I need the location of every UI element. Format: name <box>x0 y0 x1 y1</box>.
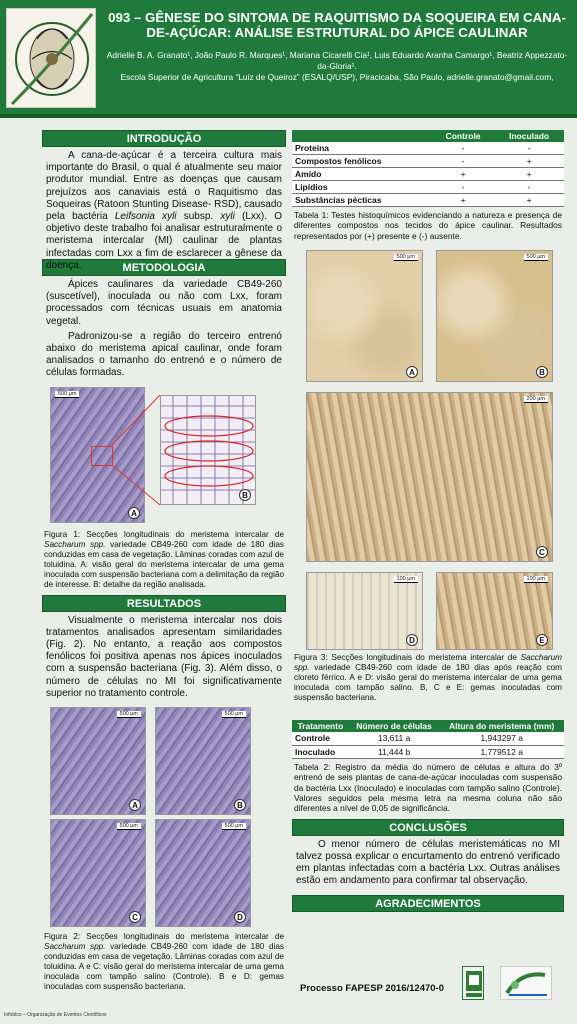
panel-label: D <box>234 911 246 923</box>
table-cell: 13,611 a <box>349 732 440 745</box>
left-column <box>42 130 286 995</box>
table-2 <box>292 720 564 759</box>
scale-bar: 500 µm <box>117 823 141 830</box>
panel-label: A <box>129 799 141 811</box>
figure-2 <box>42 707 286 929</box>
caption-part: Figura 1: Secções longitudinais do meristema intercalar de <box>44 529 284 539</box>
table-row <box>292 168 564 181</box>
scale-bar: 100 µm <box>524 576 548 583</box>
panel-label: E <box>536 634 548 646</box>
figure-2-caption <box>42 929 286 995</box>
table-header-row <box>292 130 564 142</box>
scale-bar: 500 µm <box>55 391 79 398</box>
poster-header <box>0 0 577 118</box>
figure-3-caption <box>292 650 564 706</box>
sponsor-logo <box>500 966 552 1000</box>
table-cell: Compostos fenólicos <box>292 155 432 168</box>
species-name: Saccharum spp. <box>294 653 562 673</box>
table-cell: Substâncias pécticas <box>292 194 432 207</box>
table-2-caption: Tabela 2: Registro da média do número de células e altura do 3º entrenó de seis plantas de cana-de-açúcar inoculadas com suspensão da bactéria Lxx (Inoculado) e inoculadas com tampão salino (Controle). Valores seguidos pela mesma letra na mesma coluna não são diferentes a nível de 0,05 de significância. <box>294 761 562 814</box>
panel-label: C <box>536 546 548 558</box>
table-cell: - <box>432 155 494 168</box>
section-title-resultados: RESULTADOS <box>42 595 286 612</box>
authors-block <box>104 50 570 83</box>
panel-label: A <box>406 366 418 378</box>
table-1-caption: Tabela 1: Testes histoquímicos evidenciando a natureza e presença de diferentes compostos nos tecidos do ápice caulinar. Resultados representados por (+) presente e (-) ausente. <box>294 210 562 241</box>
table-row <box>292 181 564 194</box>
table-cell: Lipídios <box>292 181 432 194</box>
funding-process: Processo FAPESP 2016/12470-0 <box>300 983 445 994</box>
table-header-cell: Tratamento <box>292 720 349 732</box>
section-title-introducao: INTRODUÇÃO <box>42 130 286 147</box>
table-cell: + <box>494 194 564 207</box>
figure-3-panel-a <box>306 250 423 382</box>
table-cell: 11,444 b <box>349 745 440 758</box>
results-text: Visualmente o meristema intercalar nos dois tratamentos analisados apresentam similaridades (Fig. 2). No entanto, a reação aos compostos fenólicos foi positiva apenas nos ápices inoculados com a suspensão bacteriana (Fig. 3). Além disso, o número de células no MI foi significativamente superior no tratamento controle. <box>46 614 282 699</box>
table-header-row <box>292 720 564 732</box>
figure-3-panel-d <box>306 572 423 650</box>
panel-label: B <box>536 366 548 378</box>
table-header-cell: Número de células <box>349 720 440 732</box>
figure-2-panel-d <box>155 819 251 927</box>
table-1 <box>292 130 564 207</box>
scale-bar: 500 µm <box>222 711 246 718</box>
section-title-metodologia: METODOLOGIA <box>42 259 286 276</box>
intro-text-part: (Lxx). O objetivo deste trabalho foi analisar estruturalmente o meristema intercalar (MI) caulinar de plantas infectadas com Lxx a fim de esclarecer a gênese da doença. <box>46 211 282 271</box>
panel-label: B <box>234 799 246 811</box>
table-header-cell <box>292 130 432 142</box>
species-name: Saccharum spp. <box>44 539 106 549</box>
panel-label: C <box>129 911 141 923</box>
scale-bar: 500 µm <box>524 254 548 261</box>
table-cell: - <box>432 142 494 155</box>
table-row <box>292 732 564 745</box>
table-cell: + <box>494 168 564 181</box>
table-row <box>292 142 564 155</box>
institution-logo <box>6 8 96 108</box>
figure-3 <box>292 250 564 650</box>
table-row <box>292 155 564 168</box>
table-cell: - <box>432 181 494 194</box>
table-header-cell: Altura do meristema (mm) <box>439 720 564 732</box>
method-text-2: Padronizou-se a região do terceiro entrenó abaixo do meristema apical caulinar, onde foram analisados o tamanho do entrenó e o número de células formadas. <box>46 330 282 379</box>
affiliation-line: Escola Superior de Agricultura “Luiz de Queiroz” (ESALQ/USP), Piracicaba, São Paulo, adrielle.granato@gmail.com, <box>120 72 554 82</box>
scale-bar: 500 µm <box>394 254 418 261</box>
scale-bar: 500 µm <box>117 711 141 718</box>
caption-part: variedade CB49-260 com idade de 180 dias após reação com cloreto férrico. A e D: visão geral do meristema intercalar de uma gema inoculada com tampão salino. B, C e E: gemas inoculadas com suspensão bacteriana. <box>294 663 562 703</box>
table-header-cell: Controle <box>432 130 494 142</box>
caption-part: variedade CB49-260 com idade de 180 dias conduzidas em casa de vegetação. Lâminas coradas com azul de toluidina. A e C: visão geral do meristema intercalar de uma gema inoculada com tampão salino (Controle). B e D: gemas inoculadas com suspensão bacteriana. <box>44 942 284 992</box>
figure-3-panel-c <box>306 392 553 562</box>
table-cell: + <box>432 194 494 207</box>
intro-text-part: subsp. <box>176 211 221 223</box>
section-title-agradecimentos: AGRADECIMENTOS <box>292 895 564 912</box>
figure-1-panel-b <box>160 395 256 505</box>
figure-2-panel-c <box>50 819 146 927</box>
panel-label: A <box>128 507 140 519</box>
table-row <box>292 194 564 207</box>
scale-bar: 100 µm <box>394 576 418 583</box>
figure-3-panel-b <box>436 250 553 382</box>
intro-text-part: A cana-de-açúcar é a terceira cultura mais importante do Brasil, o qual é atualmente seu maior produtor mundial. Entre as doenças que causam prejuízos aos canaviais está o Raquitismo das Soqueiras (Ratoon Stunting Disease- RSD), causado pela bactéria <box>46 150 282 223</box>
caption-part: Figura 3: Secções longitudinais do meristema intercalar de <box>294 653 521 663</box>
figure-2-panel-a <box>50 707 146 815</box>
species-name: Saccharum spp. <box>44 942 106 952</box>
table-cell: Amido <box>292 168 432 181</box>
table-row <box>292 745 564 758</box>
table-cell: 1,779512 a <box>439 745 564 758</box>
figure-2-panel-b <box>155 707 251 815</box>
table-cell: Proteína <box>292 142 432 155</box>
table-cell: - <box>494 142 564 155</box>
table-cell: + <box>494 155 564 168</box>
table-cell: Inoculado <box>292 745 349 758</box>
right-column <box>292 130 564 912</box>
poster-title: 093 – GÊNESE DO SINTOMA DE RAQUITISMO DA SOQUEIRA EM CANA-DE-AÇÚCAR: ANÁLISE ESTRUTURAL DO ÁPICE CAULINAR <box>108 10 566 40</box>
footer-text: Infoblco – Organização de Eventos Científicos <box>4 1012 107 1018</box>
figure-1-caption <box>42 527 286 593</box>
figure-3-panel-e <box>436 572 553 650</box>
caption-part: Figura 2: Secções longitudinais do meristema intercalar de <box>44 932 284 942</box>
caption-part: variedade CB49-260 com idade de 180 dias conduzidas em casa de vegetação. Lâminas coradas com azul de toluidina. A: visão geral do meristema intercalar de uma gema inoculada com suspensão bacteriana com a delimitação da região de interesse. B: detalhe da região analisada. <box>44 539 284 589</box>
figure-1 <box>42 387 286 527</box>
table-cell: - <box>494 181 564 194</box>
subspecies-name: xyli <box>220 211 235 223</box>
panel-label: B <box>239 489 251 501</box>
table-cell: + <box>432 168 494 181</box>
authors-line: Adrielle B. A. Granato¹, João Paulo R. Marques¹, Mariana Cicarelli Cia¹, Luis Eduardo Aranha Camargo¹, Beatriz Appezzato-da-Gloria¹. <box>106 50 568 71</box>
table-cell: Controle <box>292 732 349 745</box>
table-header-cell: Inoculado <box>494 130 564 142</box>
scale-bar: 500 µm <box>222 823 246 830</box>
panel-label: D <box>406 634 418 646</box>
conclusion-text: O menor número de células meristemáticas no MI talvez possa explicar o encurtamento do entrenó verificado em plantas infectadas com a bactéria Lxx. Outras análises estão em andamento para confirmar tal observação. <box>296 838 560 887</box>
species-name: Leifsonia xyli <box>114 211 177 223</box>
esalq-logo <box>462 966 484 1000</box>
table-cell: 1,943297 a <box>439 732 564 745</box>
scale-bar: 200 µm <box>524 396 548 403</box>
section-title-conclusoes: CONCLUSÕES <box>292 819 564 836</box>
method-text-1: Ápices caulinares da variedade CB49-260 (suscetível), inoculada ou não com Lxx, foram processados com técnicas usuais em anatomia vegetal. <box>46 279 282 327</box>
